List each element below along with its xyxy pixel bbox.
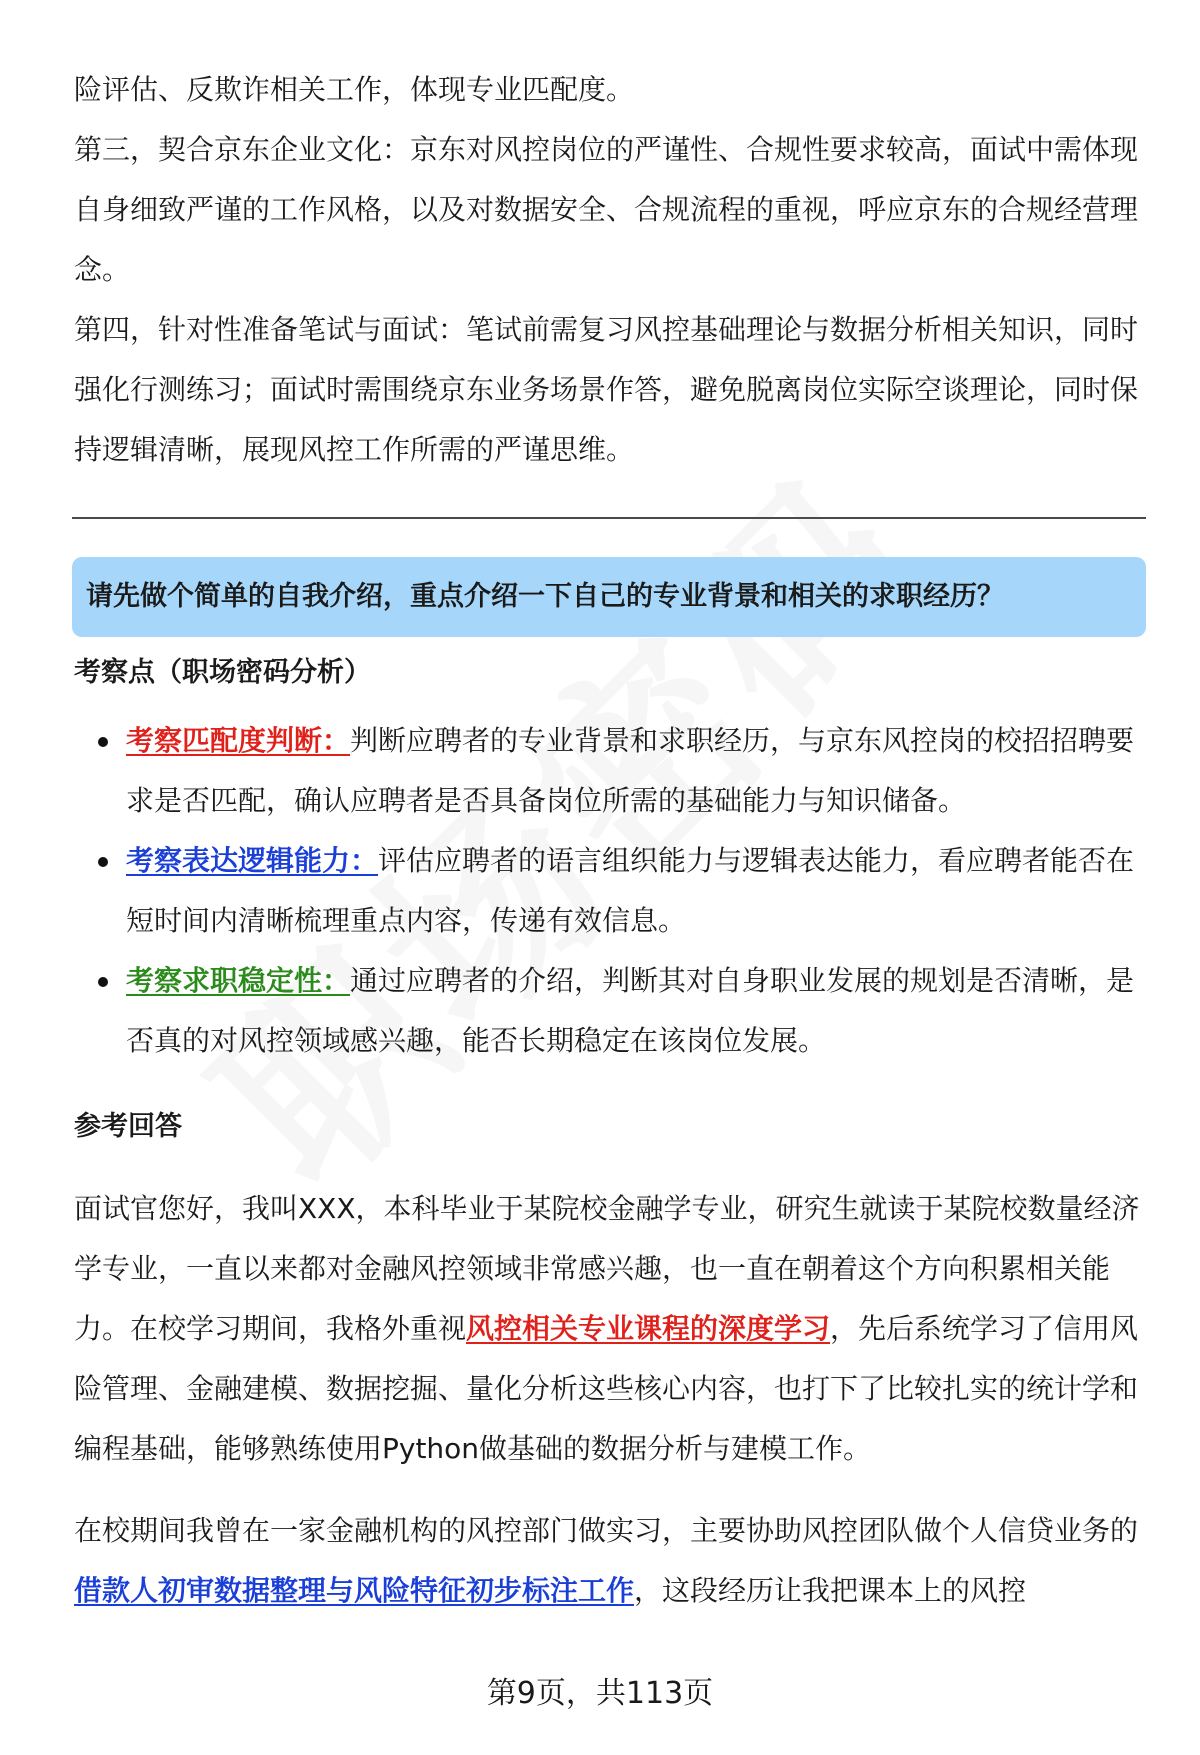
intro-paragraph-3: 第四，针对性准备笔试与面试：笔试前需复习风控基础理论与数据分析相关知识，同时强化行测练习；面试时需围绕京东业务场景作答，避免脱离岗位实际空谈理论，同时保持逻辑清晰，展现风控工作所需的严谨思维。 xyxy=(74,313,1139,466)
answer-text: ，先后系统学习了信用风险管理、金融建模、数据挖掘、量化分析这些核心内容，也打下了比较扎实的统计学和编程基础，能够熟练使用Python做基础的数据分析与建模工作。 xyxy=(74,1312,1139,1465)
answer-paragraph-1 xyxy=(74,1179,1144,1479)
answer-text: 面试官您好，我叫XXX，本科毕业于某院校金融学专业，研究生就读于某院校数量经济学专业，一直以来都对金融风控领域非常感兴趣，也一直在朝着这个方向积累相关能力。在校学习期间，我格外重视 xyxy=(74,1192,1140,1345)
exam-point-label: 考察匹配度判断： xyxy=(126,724,351,757)
answer-highlight: 风控相关专业课程的深度学习 xyxy=(466,1312,831,1345)
bullet-dot-icon xyxy=(98,857,108,867)
exam-point-text: 判断应聘者的专业背景和求职经历，与京东风控岗的校招招聘要求是否匹配，确认应聘者是否具备岗位所需的基础能力与知识储备。 xyxy=(126,724,1135,817)
exam-point-label: 考察求职稳定性： xyxy=(126,964,351,997)
bullet-dot-icon xyxy=(98,737,108,747)
answer-text: ，这段经历让我把课本上的风控 xyxy=(634,1574,1027,1607)
exam-point-label: 考察表达逻辑能力： xyxy=(126,844,379,877)
exam-point-item xyxy=(74,711,1144,831)
answer-paragraph-2 xyxy=(74,1501,1144,1621)
intro-paragraph-2: 第三，契合京东企业文化：京东对风控岗位的严谨性、合规性要求较高，面试中需体现自身细致严谨的工作风格，以及对数据安全、合规流程的重视，呼应京东的合规经营理念。 xyxy=(74,133,1139,286)
page-footer: 第9页，共113页 xyxy=(486,1676,714,1711)
exam-point-text: 评估应聘者的语言组织能力与逻辑表达能力，看应聘者能否在短时间内清晰梳理重点内容，传递有效信息。 xyxy=(126,844,1135,937)
answer-highlight: 借款人初审数据整理与风险特征初步标注工作 xyxy=(74,1574,635,1607)
exam-point-item xyxy=(74,951,1144,1071)
bullet-dot-icon xyxy=(98,977,108,987)
intro-paragraph-1: 险评估、反欺诈相关工作，体现专业匹配度。 xyxy=(74,73,635,106)
answer-title: 参考回答 xyxy=(74,1111,182,1142)
exam-points-title: 考察点（职场密码分析） xyxy=(74,657,371,688)
question-text: 请先做个简单的自我介绍，重点介绍一下自己的专业背景和相关的求职经历？ xyxy=(86,581,1004,612)
exam-point-text: 通过应聘者的介绍，判断其对自身职业发展的规划是否清晰，是否真的对风控领域感兴趣，能否长期稳定在该岗位发展。 xyxy=(126,964,1135,1057)
exam-point-item xyxy=(74,831,1144,951)
answer-text: 在校期间我曾在一家金融机构的风控部门做实习，主要协助风控团队做个人信贷业务的 xyxy=(74,1514,1139,1547)
exam-points-list xyxy=(74,711,1144,1071)
question-box xyxy=(72,557,1146,637)
section-divider xyxy=(72,517,1146,519)
page-content xyxy=(74,60,1144,1643)
